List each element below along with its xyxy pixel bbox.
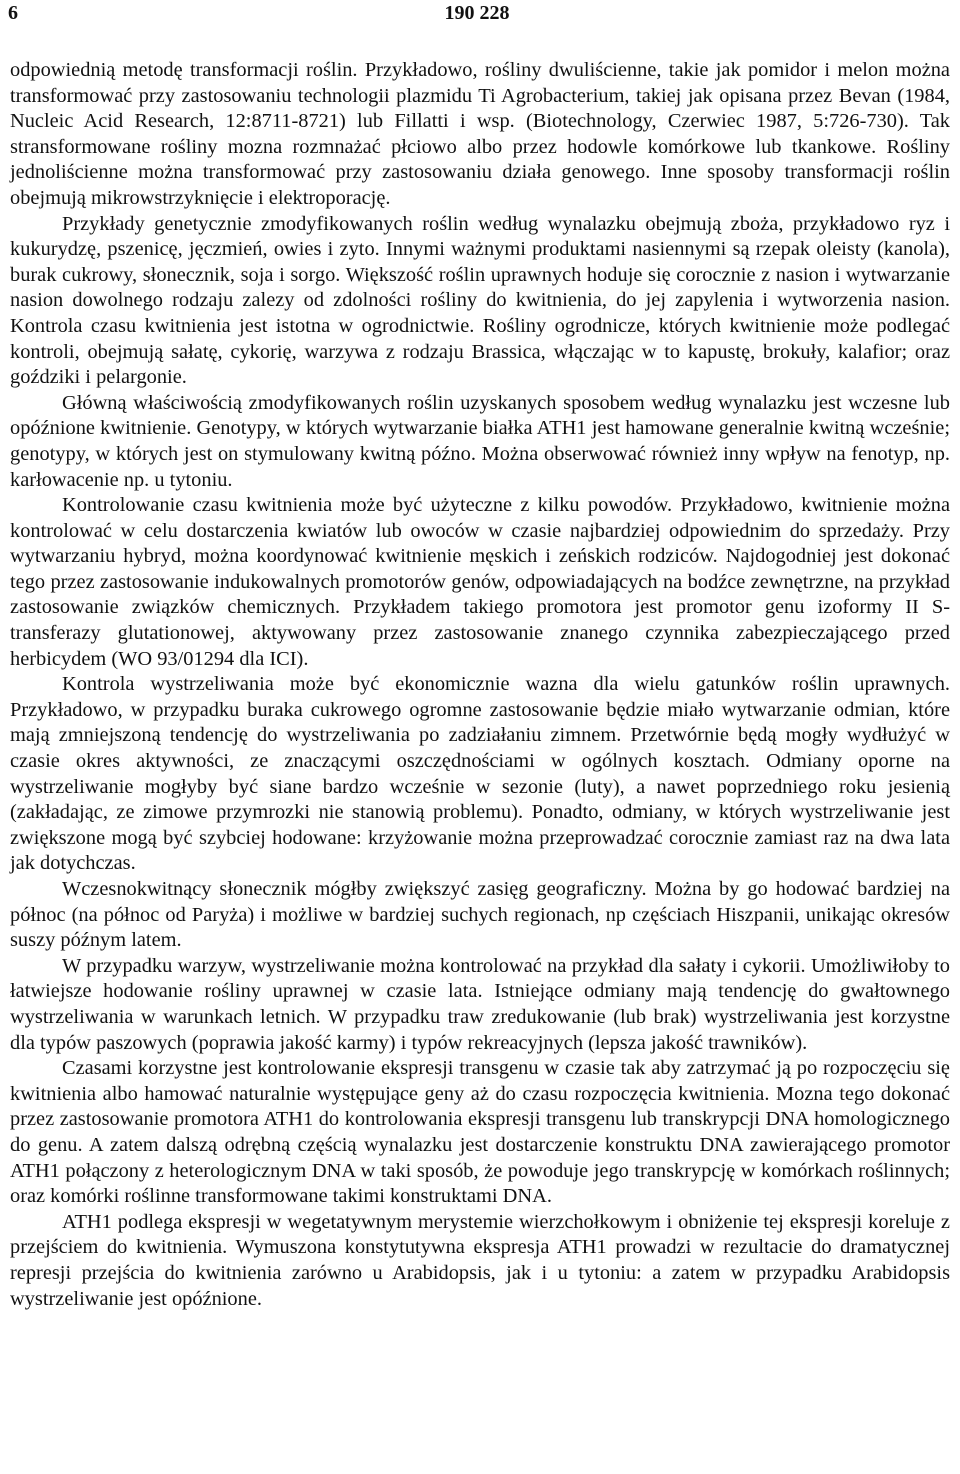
paragraph: ATH1 podlega ekspresji w wegetatywnym merystemie wierzchołkowym i obniżenie tej ekspresji koreluje z przejściem do kwitnienia. Wymuszona konstytutywna ekspresja ATH1 prowadzi w rezultacie do dramatycznej represji przejścia do kwitnienia zarówno u Arabidopsis, jak i u tytoniu: a zatem w przypadku Arabidopsis wystrzeliwanie jest opóźnione. [10, 1210, 950, 1310]
paragraph: Czasami korzystne jest kontrolowanie ekspresji transgenu w czasie tak aby zatrzymać ją po rozpoczęciu się kwitnienia albo hamować naturalnie występujące geny aż do czasu rozpoczęcia kwitnienia. Mozna tego dokonać przez zastosowanie promotora ATH1 do kontrolowania ekspresji transgenu lub transkrypcji DNA homologicznego do genu. A zatem dalszą odrębną częścią wynalazku jest dostarczenie konstruktu DNA zawierającego promotor ATH1 połączony z heterologicznym DNA w taki sposób, że powoduje jego transkrypcję w komórkach roślinnych; oraz komórki roślinne transformowane takimi konstruktami DNA. [10, 1057, 950, 1208]
paragraph: W przypadku warzyw, wystrzeliwanie można kontrolować na przykład dla sałaty i cykorii. Umożliwiłoby to łatwiejsze hodowanie rośliny uprawnej w czasie lata. Istniejące odmiany mają tendencję do gwałtownego wystrzeliwania w warunkach letnich. W przypadku traw zredukowanie (lub brak) wystrzeliwania jest korzystne dla typów paszowych (poprawia jakość karmy) i typów rekreacyjnych (lepsza jakość trawników). [10, 954, 950, 1054]
paragraph: Przykłady genetycznie zmodyfikowanych roślin według wynalazku obejmują zboża, przykładowo ryz i kukurydzę, pszenicę, jęczmień, owies i zyto. Innymi ważnymi produktami nasiennymi są rzepak oleisty (kanola), burak cukrowy, słonecznik, soja i sorgo. Większość roślin uprawnych hoduje się corocznie z nasion i wytwarzanie nasion dowolnego rodzaju zalezy od zdolności rośliny do kwitnienia, do jej zapylenia i wytworzenia nasion. Kontrola czasu kwitnienia jest istotna w ogrodnictwie. Rośliny ogrodnicze, których kwitnienie może podlegać kontroli, obejmują sałatę, cykorię, warzywa z rodzaju Brassica, włączając w to kapustę, brokuły, kalafior; oraz goździki i pelargonie. [10, 212, 950, 389]
patent-number: 190 228 [444, 2, 510, 24]
body-text [10, 58, 950, 1312]
paragraph: odpowiednią metodę transformacji roślin. Przykładowo, rośliny dwuliścienne, takie jak pomidor i melon można transformować przy zastosowaniu technologii plazmidu Ti Agrobacterium, takiej jak opisana przez Bevan (1984, Nucleic Acid Research, 12:8711-8721) lub Fillatti i wsp. (Biotechnology, Czerwiec 1987, 5:726-730). Tak stransformowane rośliny mozna rozmnażać płciowo albo przez hodowle komórkowe lub tkankowe. Rośliny jednoliścienne można transformować przy zastosowaniu działa genowego. Inne sposoby transformacji roślin obejmują mikrowstrzyknięcie i elektroporację. [10, 59, 950, 209]
paragraph: Kontrolowanie czasu kwitnienia może być użyteczne z kilku powodów. Przykładowo, kwitnienie można kontrolować w celu dostarczenia kwiatów lub owoców w czasie najbardziej odpowiednim do sprzedaży. Przy wytwarzaniu hybryd, można koordynować kwitnienie męskich i zeńskich rodziców. Najdogodniej jest dokonać tego przez zastosowanie indukowalnych promotorów genów, odpowiadających na bodźce zewnętrzne, na przykład zastosowanie związków chemicznych. Przykładem takiego promotora jest promotor genu izoformy II S-transferazy glutationowej, aktywowany przez zastosowanie znanego czynnika zabezpieczającego przed herbicydem (WO 93/01294 dla ICI). [10, 494, 950, 670]
page-header [4, 2, 950, 28]
paragraph: Kontrola wystrzeliwania może być ekonomicznie wazna dla wielu gatunków roślin uprawnych. Przykładowo, w przypadku buraka cukrowego ogromne zastosowanie będzie miało wytwarzanie odmian, które mają zmniejszoną tendencję do wystrzeliwania po zadziałaniu zimnem. Przetwórnie będą mogły wydłużyć w czasie okres aktywności, ze znaczącymi oszczędnościami w ogólnych kosztach. Odmiany oporne na wystrzeliwanie mogłyby być siane bardzo wcześnie w sezonie (luty), a nawet poprzedniego roku jesienią (zakładając, ze zimowe przymrozki nie stanowią problemu). Ponadto, odmiany, w których wystrzeliwanie jest zwiększone mogą być szybciej hodowane: krzyżowanie można przeprowadzać corocznie zamiast raz na dwa lata jak dotychczas. [10, 673, 950, 875]
page-number: 6 [8, 2, 18, 24]
paragraph: Wczesnokwitnący słonecznik mógłby zwiększyć zasięg geograficzny. Można by go hodować bardziej na północ (na północ od Paryża) i możliwe w bardziej suchych regionach, np częściach Hiszpanii, unikając okresów suszy późnym latem. [10, 878, 950, 952]
paragraph: Główną właściwością zmodyfikowanych roślin uzyskanych sposobem według wynalazku jest wczesne lub opóźnione kwitnienie. Genotypy, w których wytwarzanie białka ATH1 jest hamowane generalnie kwitną wcześnie; genotypy, w których jest on stymulowany kwitną późno. Można obserwować również inny wpływ na fenotyp, np. karłowacenie np. u tytoniu. [10, 391, 950, 491]
